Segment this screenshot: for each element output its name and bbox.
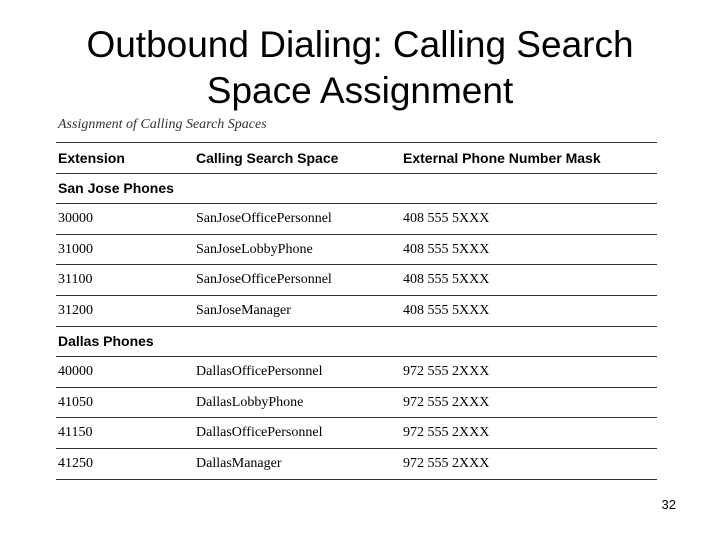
slide-title-line-1: Outbound Dialing: Calling Search xyxy=(86,24,634,65)
table-row xyxy=(56,265,657,296)
extension-cell: 31200 xyxy=(56,295,194,326)
group-row-dallas xyxy=(56,326,657,357)
group-label: Dallas Phones xyxy=(56,326,657,357)
calling-search-space-cell: SanJoseLobbyPhone xyxy=(194,234,401,265)
phone-mask-cell: 408 555 5XXX xyxy=(401,295,657,326)
table-row xyxy=(56,234,657,265)
calling-search-space-cell: SanJoseManager xyxy=(194,295,401,326)
phone-mask-cell: 972 555 2XXX xyxy=(401,357,657,388)
extension-cell: 40000 xyxy=(56,357,194,388)
table-row xyxy=(56,418,657,449)
extension-cell: 30000 xyxy=(56,204,194,235)
slide-title xyxy=(0,22,720,114)
calling-search-space-cell: SanJoseOfficePersonnel xyxy=(194,265,401,296)
header-calling-search-space: Calling Search Space xyxy=(194,143,401,174)
phone-mask-cell: 972 555 2XXX xyxy=(401,387,657,418)
calling-search-space-cell: SanJoseOfficePersonnel xyxy=(194,204,401,235)
phone-mask-cell: 408 555 5XXX xyxy=(401,234,657,265)
phone-mask-cell: 408 555 5XXX xyxy=(401,265,657,296)
calling-search-space-cell: DallasOfficePersonnel xyxy=(194,418,401,449)
slide-title-line-2: Space Assignment xyxy=(206,70,514,111)
header-external-phone-number-mask: External Phone Number Mask xyxy=(401,143,657,174)
extension-cell: 41050 xyxy=(56,387,194,418)
calling-search-space-cell: DallasOfficePersonnel xyxy=(194,357,401,388)
phone-mask-cell: 972 555 2XXX xyxy=(401,418,657,449)
table-caption: Assignment of Calling Search Spaces xyxy=(58,117,267,132)
calling-search-space-table xyxy=(56,142,657,480)
page-number: 32 xyxy=(661,497,676,512)
table-header-row xyxy=(56,143,657,174)
group-row-san-jose xyxy=(56,173,657,204)
calling-search-space-cell: DallasLobbyPhone xyxy=(194,387,401,418)
extension-cell: 31000 xyxy=(56,234,194,265)
calling-search-space-cell: DallasManager xyxy=(194,448,401,479)
table-row xyxy=(56,387,657,418)
table-row xyxy=(56,204,657,235)
header-extension: Extension xyxy=(56,143,194,174)
extension-cell: 41150 xyxy=(56,418,194,449)
extension-cell: 31100 xyxy=(56,265,194,296)
table-row xyxy=(56,295,657,326)
group-label: San Jose Phones xyxy=(56,173,657,204)
extension-cell: 41250 xyxy=(56,448,194,479)
table-row xyxy=(56,448,657,479)
table-row xyxy=(56,357,657,388)
phone-mask-cell: 408 555 5XXX xyxy=(401,204,657,235)
phone-mask-cell: 972 555 2XXX xyxy=(401,448,657,479)
